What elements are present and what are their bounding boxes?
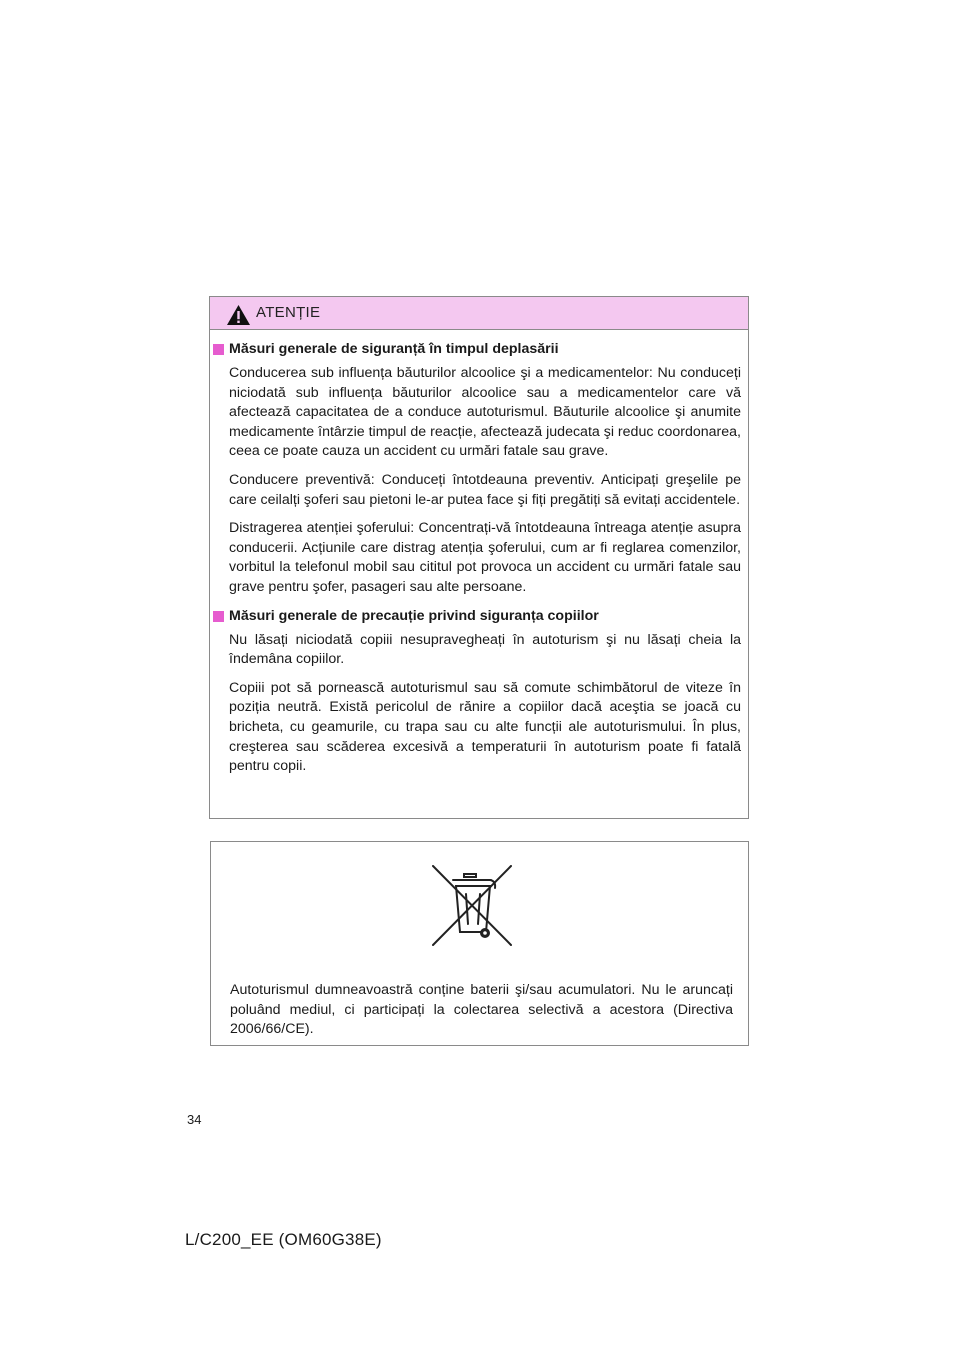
paragraph: Conducere preventivă: Conduceți întotdeauna preventiv. Anticipați greşelile pe care ceilalți şoferi sau pietoni le-ar putea face şi fiți pregătiți să evitați accidentele. — [229, 471, 741, 508]
section-heading-text: Măsuri generale de siguranță în timpul deplasării — [229, 341, 559, 357]
paragraph: Conducerea sub influența băuturilor alcoolice şi a medicamentelor: Nu conduceți niciodată sub influența băuturilor alcoolice sau a medicamentelor care vă afectează capacitatea de a conduce autoturismul. Băuturile alcoolice şi anumite medicamente întârzie timpul de reacție, afectează judecata şi reduc coordonarea, ceea ce poate cauza un accident cu urmări fatale sau grave. — [229, 365, 741, 460]
document-code: L/C200_EE (OM60G38E) — [185, 1230, 382, 1249]
section-heading — [213, 340, 741, 359]
warning-triangle-icon — [226, 304, 251, 326]
paragraph: Copiii pot să pornească autoturismul sau să comute schimbătorul de viteze în poziția neutră. Există pericolul de rănire a copiilor dacă aceştia se joacă cu bricheta, cu geamurile, cu trapa sau cu alte funcții ale autoturismului. În plus, creşterea sau scăderea excesivă a temperaturii în autoturism poate fi fatală pentru copii. — [229, 679, 741, 775]
paragraph: Nu lăsați niciodată copiii nesupravegheați în autoturism şi nu lăsați cheia la îndemâna copiilor. — [229, 631, 741, 668]
bullet-square-icon — [213, 611, 224, 622]
recycling-notice-text: Autoturismul dumneavoastră conține baterii şi/sau acumulatori. Nu le aruncați poluând mediul, ci participați la colectarea selectivă a acestora (Directiva 2006/66/CE). — [230, 982, 733, 1038]
recycling-notice-box — [210, 841, 749, 1046]
caution-box — [209, 296, 749, 819]
crossed-out-wheelie-bin-icon — [432, 865, 512, 949]
section-heading — [213, 607, 741, 626]
caution-header — [210, 297, 748, 330]
paragraph: Distragerea atenției şoferului: Concentrați-vă întotdeauna întreaga atenție asupra conducerii. Acțiunile care distrag atenția şoferului, cum ar fi reglarea comenzilor, vorbitul la telefonul mobil sau cititul pot provoca un accident cu urmări fatale sau grave pentru şofer, pasageri sau alte persoane. — [229, 520, 741, 595]
bullet-square-icon — [213, 344, 224, 355]
page-number: 34 — [187, 1112, 202, 1127]
section-heading-text: Măsuri generale de precauție privind siguranța copiilor — [229, 607, 599, 624]
caution-title: ATENȚIE — [256, 304, 321, 321]
caution-body — [210, 330, 748, 777]
